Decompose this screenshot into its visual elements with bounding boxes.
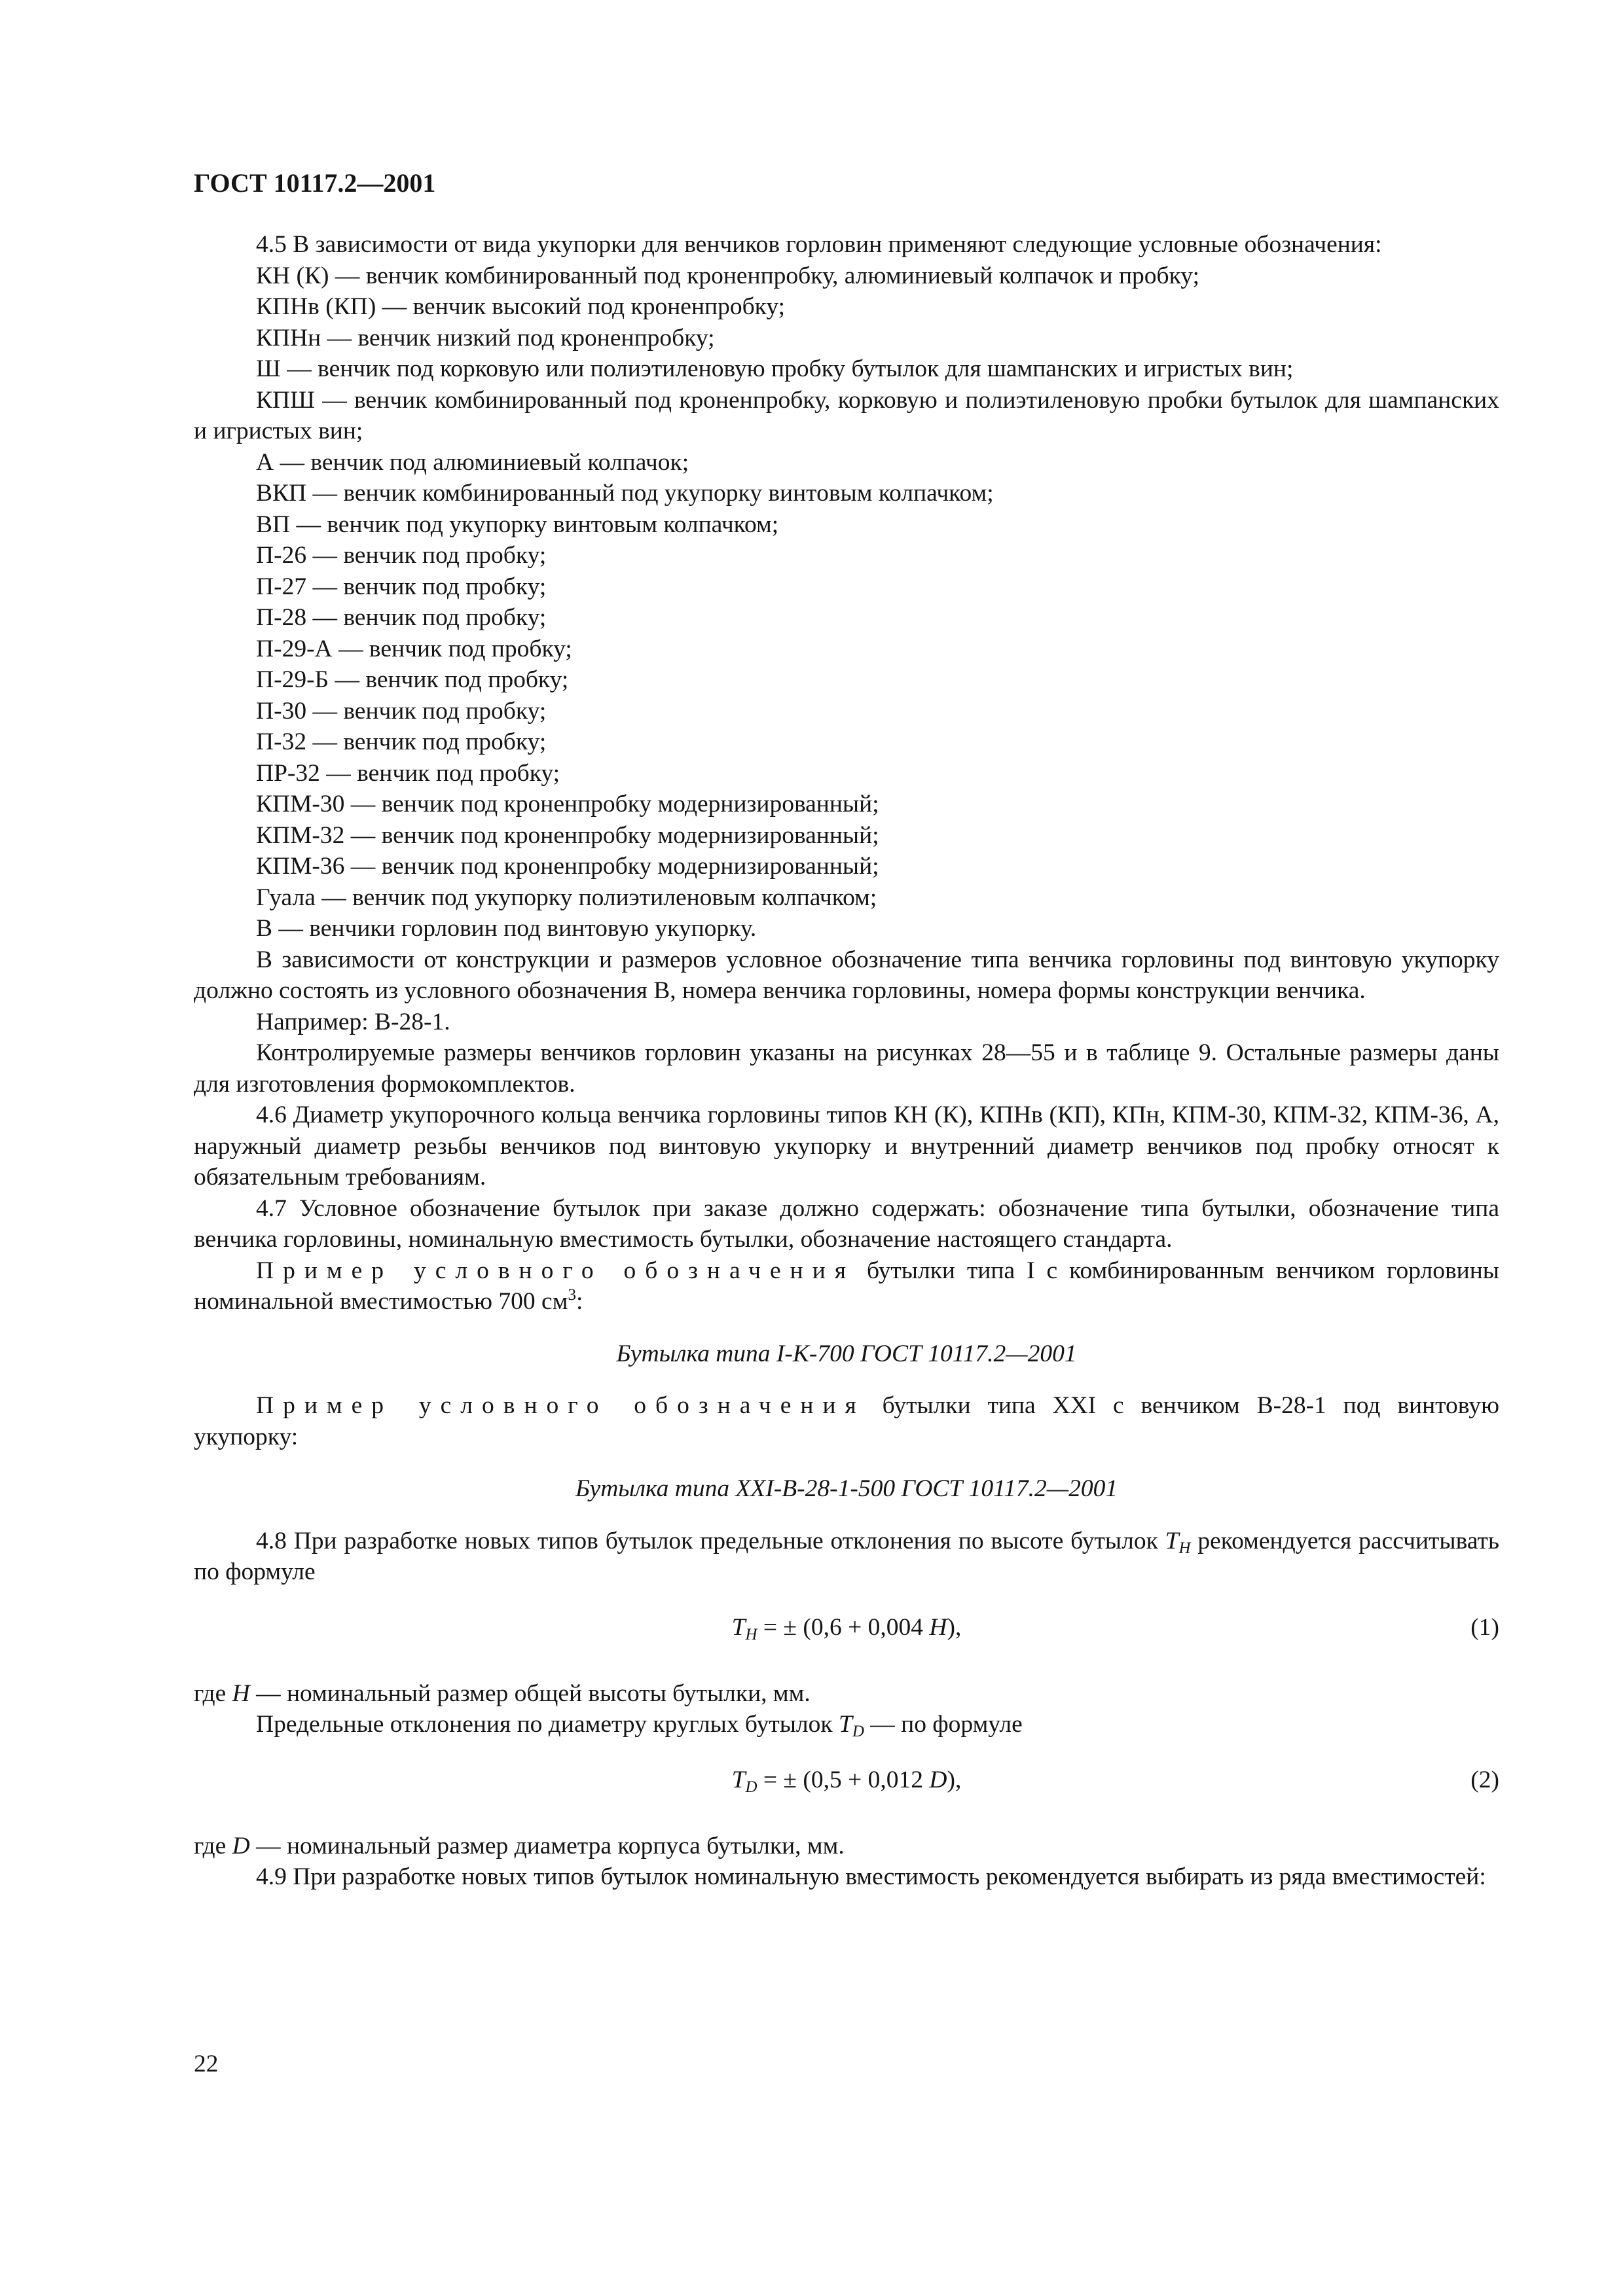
text-run: 4.8 При разработке новых типов бутылок предельные отклонения по высоте бутылок <box>256 1527 1165 1554</box>
list-item: П-29-А — венчик под пробку; <box>256 635 572 662</box>
paragraph-4-8 <box>194 1526 1499 1588</box>
variable: D <box>232 1832 250 1859</box>
paragraph-controlled-sizes: Контролируемые размеры венчиков горловин указаны на рисунках 28—55 и в таблице 9. Остальные размеры даны для изготовления формокомплектов. <box>194 1039 1499 1098</box>
designation-example-1: Бутылка типа I-K-700 ГОСТ 10117.2—2001 <box>616 1340 1077 1367</box>
subscript: D <box>852 1723 864 1740</box>
subscript: D <box>745 1778 757 1796</box>
document-body <box>194 229 1499 1893</box>
list-item: ВП — венчик под укупорку винтовым колпачком; <box>256 511 779 538</box>
paragraph-4-7: 4.7 Условное обозначение бутылок при заказе должно содержать: обозначение типа бутылки, обозначение типа венчика горловины, номинальную вместимость бутылки, обозначение настоящего стандарта. <box>194 1194 1499 1253</box>
paragraph-4-9: 4.9 При разработке новых типов бутылок номинальную вместимость рекомендуется выбирать из ряда вместимостей: <box>256 1863 1486 1890</box>
list-item: КПНв (КП) — венчик высокий под кроненпробку; <box>256 293 786 320</box>
paragraph-4-6: 4.6 Диаметр укупорочного кольца венчика горловины типов КН (К), КПНв (КП), КПн, КПМ-30, КПМ-32, КПМ-36, А, наружный диаметр резьбы венчиков под винтовую укупорку и внутренний диаметр венчиков под пробку относят к обязательным требованиям. <box>194 1102 1499 1191</box>
text-run: — по формуле <box>864 1711 1023 1738</box>
superscript: 3 <box>568 1286 576 1304</box>
variable: D <box>929 1766 947 1793</box>
variable: T <box>1165 1527 1179 1554</box>
text-run: где <box>194 1679 232 1707</box>
list-item: В — венчики горловин под винтовую укупорку. <box>256 915 757 942</box>
list-item: А — венчик под алюминиевый колпачок; <box>256 448 689 476</box>
example-label: Пример условного обозначения <box>256 1257 856 1284</box>
example-text: бутылки типа XXI с венчиком В-28-1 под винтовую укупорку: <box>194 1392 1500 1450</box>
example-label: Пример условного обозначения <box>256 1392 866 1419</box>
formula-1-number: (1) <box>1470 1613 1499 1641</box>
text-run: ), <box>947 1766 962 1793</box>
text-run: ), <box>947 1613 962 1641</box>
text-run: где <box>194 1832 232 1859</box>
paragraph-4-5-intro: 4.5 В зависимости от вида укупорки для венчиков горловин применяют следующие условные обозначения: <box>256 231 1382 258</box>
variable: H <box>232 1679 250 1707</box>
designation-example-2: Бутылка типа XXI-B-28-1-500 ГОСТ 10117.2—2001 <box>575 1475 1118 1502</box>
where-h-line <box>194 1678 1499 1710</box>
formula-2-number: (2) <box>1470 1766 1499 1793</box>
list-item: ВКП — венчик комбинированный под укупорку винтовым колпачком; <box>256 480 994 507</box>
example-paragraph-2 <box>194 1390 1499 1452</box>
list-item: П-32 — венчик под пробку; <box>256 728 547 755</box>
list-item: ПР-32 — венчик под пробку; <box>256 759 560 787</box>
text-run: рекомендуется рассчитывать по формуле <box>194 1527 1499 1585</box>
example-paragraph-1 <box>194 1255 1499 1318</box>
list-item: КПНн — венчик низкий под кроненпробку; <box>256 324 715 351</box>
text-run: — номинальный размер общей высоты бутылки, мм. <box>249 1679 811 1707</box>
standard-header: ГОСТ 10117.2—2001 <box>194 168 436 198</box>
list-item: П-28 — венчик под пробку; <box>256 604 547 631</box>
list-item: П-27 — венчик под пробку; <box>256 573 547 600</box>
formula-2-expression <box>194 1765 1499 1796</box>
list-item: КПМ-32 — венчик под кроненпробку модернизированный; <box>256 821 879 849</box>
page-number: 22 <box>194 2051 219 2077</box>
text-run: — номинальный размер диаметра корпуса бутылки, мм. <box>249 1832 845 1859</box>
formula-1 <box>194 1612 1499 1649</box>
list-item: П-30 — венчик под пробку; <box>256 697 547 725</box>
text-run: = ± (0,5 + 0,012 <box>757 1766 930 1793</box>
variable: T <box>838 1711 852 1738</box>
subscript: H <box>1178 1539 1191 1557</box>
paragraph-design: В зависимости от конструкции и размеров условное обозначение типа венчика горловины под винтовую укупорку должно состоять из условного обозначения В, номера венчика горловины, номера формы конструкции венчика. <box>194 946 1499 1004</box>
subscript: H <box>745 1625 757 1643</box>
list-item: КН (К) — венчик комбинированный под кроненпробку, алюминиевый колпачок и пробку; <box>256 262 1199 289</box>
list-item-wrapped: Ш — венчик под корковую или полиэтиленовую пробку бутылок для шампанских и игристых вин; <box>256 355 1294 382</box>
diameter-tolerance-line <box>194 1709 1499 1740</box>
list-item: П-26 — венчик под пробку; <box>256 542 547 569</box>
list-item: Гуала — венчик под укупорку полиэтиленовым колпачком; <box>256 884 877 911</box>
example-line: Например: В-28-1. <box>256 1008 450 1035</box>
list-item: П-29-Б — венчик под пробку; <box>256 666 569 693</box>
where-d-line <box>194 1831 1499 1862</box>
variable: T <box>731 1613 746 1641</box>
text-run: Предельные отклонения по диаметру круглых бутылок <box>256 1711 839 1738</box>
formula-1-expression <box>194 1612 1499 1643</box>
example-text: бутылки типа I с комбинированным венчиком горловины номинальной вместимостью 700 см <box>194 1257 1499 1315</box>
list-item: КПМ-36 — венчик под кроненпробку модернизированный; <box>256 853 879 880</box>
text-run: = ± (0,6 + 0,004 <box>757 1613 930 1641</box>
variable: H <box>929 1613 947 1641</box>
variable: T <box>731 1766 746 1793</box>
list-item: КПМ-30 — венчик под кроненпробку модернизированный; <box>256 791 879 817</box>
formula-2 <box>194 1765 1499 1802</box>
colon: : <box>575 1288 583 1315</box>
list-item-wrapped: КПШ — венчик комбинированный под кроненпробку, корковую и полиэтиленовую пробки бутылок для шампанских и игристых вин; <box>194 386 1499 444</box>
